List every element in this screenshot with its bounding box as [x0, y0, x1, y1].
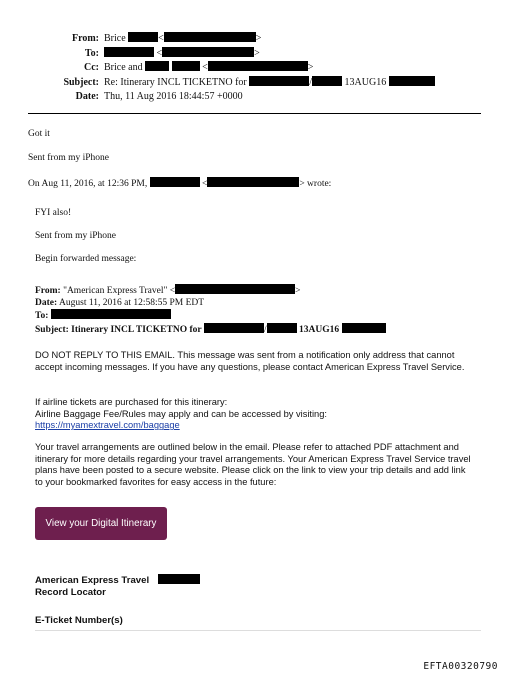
eticket-heading: E-Ticket Number(s) — [35, 615, 123, 626]
header-from-value-wrap: Brice < > — [104, 33, 262, 44]
header-subject-value-wrap: Re: Itinerary INCL TICKETNO for / 13AUG16 — [104, 76, 435, 91]
fwd-to-label: To: — [35, 311, 49, 321]
quote-prefix: On Aug 11, 2016, at 12:36 PM, — [28, 179, 148, 189]
fwd-to-row — [35, 309, 386, 323]
baggage-link[interactable]: https://myamextravel.com/baggage — [35, 420, 180, 431]
fwd-from-row: From: "American Express Travel" < > — [35, 286, 301, 296]
redaction — [172, 61, 200, 71]
redaction — [312, 76, 342, 86]
document-id: EFTA00320790 — [423, 661, 498, 672]
header-from-label: From: — [71, 33, 99, 44]
fwd-subject-suffix: 13AUG16 — [299, 324, 340, 335]
notice-paragraph: DO NOT REPLY TO THIS EMAIL. This message was sent from a notification only address that cannot accept incoming messages. If you have any questions, please contact American Express Travel Service. — [35, 350, 465, 372]
header-cc-label: Cc: — [84, 62, 99, 73]
redaction — [389, 76, 435, 86]
fwd-subject-value: Itinerary INCL TICKETNO for — [71, 324, 202, 335]
fwd-subject-row: Subject: Itinerary INCL TICKETNO for / 13AUG16 — [35, 323, 386, 337]
fwd-date-value: August 11, 2016 at 12:58:55 PM EDT — [59, 297, 205, 308]
forwarded-header — [35, 284, 386, 336]
header-subject-value: Re: Itinerary INCL TICKETNO for — [104, 76, 247, 88]
quoted-line-3: Begin forwarded message: — [35, 254, 137, 264]
fwd-date-row — [35, 298, 386, 310]
email-header — [0, 32, 512, 105]
header-to-label: To: — [84, 47, 99, 59]
header-cc-value-wrap: Brice and < > — [104, 62, 314, 73]
redaction — [249, 76, 309, 86]
record-locator-line-2: Record Locator — [35, 586, 106, 598]
redaction — [145, 61, 169, 71]
redaction — [128, 32, 158, 42]
baggage-paragraph — [35, 397, 475, 432]
fwd-subject-label: Subject: — [35, 324, 69, 335]
header-cc-value: Brice and — [104, 62, 143, 73]
redaction — [164, 32, 256, 42]
quote-suffix: wrote: — [307, 179, 332, 189]
header-to-value-wrap: < > — [104, 47, 260, 62]
redaction — [162, 47, 254, 57]
redaction — [207, 177, 299, 187]
header-to-row — [0, 47, 512, 62]
quoted-line-1: FYI also! — [35, 208, 72, 218]
record-locator-line-1 — [35, 574, 200, 587]
arrangements-paragraph: Your travel arrangements are outlined below in the email. Please refer to attached PDF attachment and itinerary for more details regarding your travel arrangements. Your American Express Travel Service travel plans have been posted to a secure website. Please click on the link to view your trip details and add link to your bookmarked favorites for easy access in the future: — [35, 442, 471, 487]
header-divider — [28, 113, 481, 114]
header-subject-label: Subject: — [63, 76, 99, 88]
redaction — [104, 47, 154, 57]
record-locator-label — [35, 574, 200, 598]
fwd-from-label: From: — [35, 286, 61, 296]
header-subject-suffix: 13AUG16 — [344, 76, 387, 88]
header-subject-row — [0, 76, 512, 91]
reply-line-2: Sent from my iPhone — [28, 153, 110, 163]
redaction — [150, 177, 200, 187]
fwd-date-label: Date: — [35, 297, 58, 308]
header-from-row — [0, 32, 512, 47]
header-from-value: Brice — [104, 33, 126, 44]
reply-line-1: Got it — [28, 129, 50, 139]
redaction — [208, 61, 308, 71]
eticket-divider — [35, 630, 481, 631]
fwd-from-value: "American Express Travel" < — [63, 286, 176, 296]
header-cc-row — [0, 61, 512, 76]
header-date-row — [0, 90, 512, 105]
redaction — [342, 323, 386, 333]
reply-quote-line: On Aug 11, 2016, at 12:36 PM, < > wrote: — [28, 179, 332, 189]
header-date-value: Thu, 11 Aug 2016 18:44:57 +0000 — [104, 91, 243, 102]
baggage-line-2: Airline Baggage Fee/Rules may apply and can be accessed by visiting: — [35, 408, 327, 419]
header-date-label: Date: — [75, 91, 99, 102]
baggage-line-1: If airline tickets are purchased for this itinerary: — [35, 397, 228, 407]
redaction — [51, 309, 171, 319]
quoted-line-2: Sent from my iPhone — [35, 231, 117, 241]
redaction — [204, 323, 264, 333]
redaction — [158, 574, 200, 584]
view-itinerary-button[interactable]: View your Digital Itinerary — [35, 507, 167, 540]
redaction — [267, 323, 297, 333]
record-locator-text: American Express Travel — [35, 575, 150, 586]
redaction — [175, 284, 295, 294]
